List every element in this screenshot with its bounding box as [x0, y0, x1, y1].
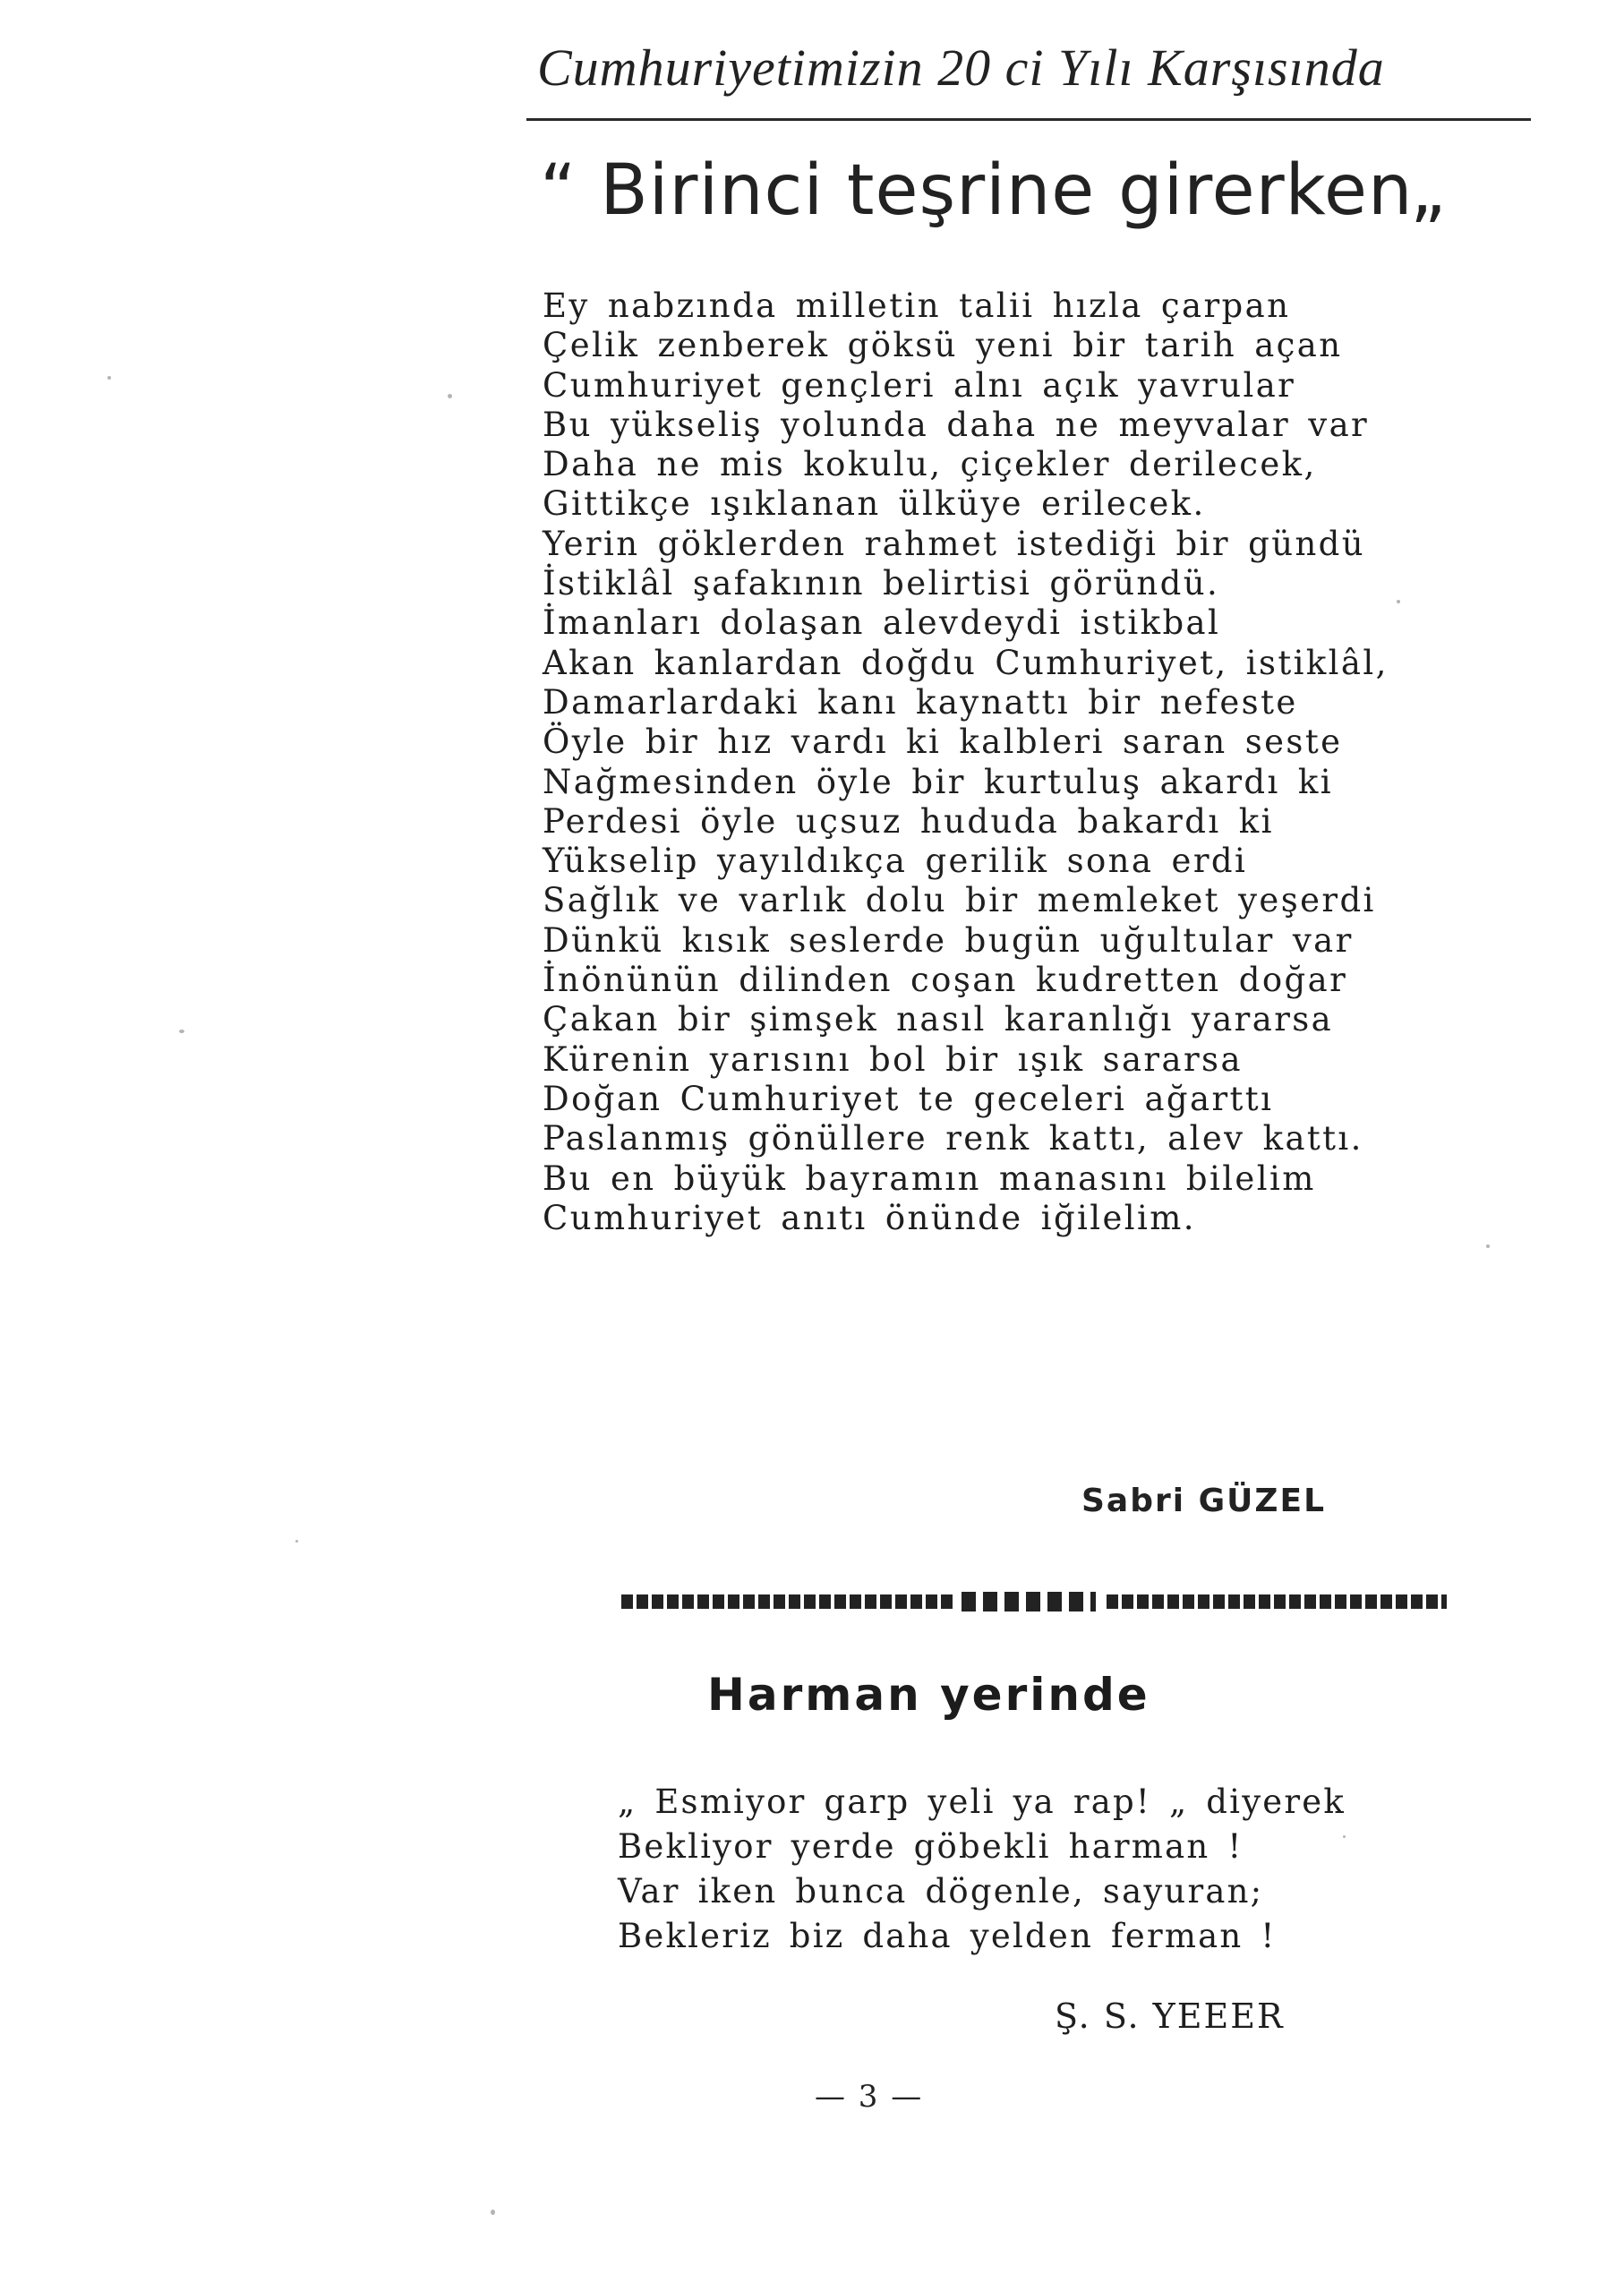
- header-rule: [526, 118, 1531, 121]
- poem-line: İnönünün dilinden coşan kudretten doğar: [543, 961, 1348, 1000]
- poem-line: Cumhuriyet anıtı önünde iğilelim.: [543, 1198, 1196, 1237]
- scan-speck: [448, 394, 452, 398]
- second-poem-body: [618, 1780, 1346, 1959]
- poem-line: Nağmesinden öyle bir kurtuluş akardı ki: [543, 762, 1333, 801]
- poem-line: Akan kanlardan doğdu Cumhuriyet, istiklâl,: [543, 643, 1389, 682]
- poem-line: Kürenin yarısını bol bir ışık sararsa: [543, 1039, 1243, 1079]
- poem-line: İstiklâl şafakının belirtisi göründü.: [543, 564, 1220, 603]
- scan-speck: [491, 2210, 495, 2215]
- poem-line: Gittikçe ışıklanan ülküye erilecek.: [543, 484, 1206, 524]
- poem-line: Doğan Cumhuriyet te geceleri ağarttı: [543, 1079, 1274, 1118]
- poem-body: [543, 286, 1389, 1238]
- poem-line: Paslanmış gönüllere renk kattı, alev kattı.: [543, 1119, 1363, 1158]
- poem-line: Yerin göklerden rahmet istediği bir gündü: [543, 524, 1365, 563]
- poem-line: Çakan bir şimşek nasıl karanlığı yararsa: [543, 1000, 1334, 1039]
- poem-line: Bu yükseliş yolunda daha ne meyvalar var: [543, 405, 1370, 444]
- second-author-signature: Ş. S. YEEER: [1055, 1996, 1285, 2036]
- running-head: Cumhuriyetimizin 20 ci Yılı Karşısında: [537, 38, 1385, 97]
- poem-line: İmanları dolaşan alevdeydi istikbal: [543, 603, 1221, 643]
- poem-line: Öyle bir hız vardı ki kalbleri saran seste: [543, 722, 1343, 762]
- scan-speck: [1397, 600, 1400, 603]
- poem-line: „ Esmiyor garp yeli ya rap! „ diyerek: [618, 1782, 1346, 1821]
- poem-line: Çelik zenberek göksü yeni bir tarih açan: [543, 326, 1343, 365]
- divider-segment: [962, 1592, 1096, 1611]
- scan-speck: [179, 1030, 184, 1033]
- divider-segment: [1107, 1594, 1447, 1609]
- page-number: — 3 —: [815, 2079, 924, 2115]
- scan-speck: [107, 376, 111, 380]
- scan-speck: [1486, 1244, 1490, 1248]
- poem-line: Yükselip yayıldıkça gerilik sona erdi: [543, 842, 1248, 881]
- scan-speck: [1343, 1835, 1346, 1838]
- poem-line: Bu en büyük bayramın manasını bilelim: [543, 1158, 1316, 1198]
- poem-line: Dünkü kısık seslerde bugün uğultular var: [543, 920, 1354, 960]
- divider-segment: [621, 1594, 953, 1609]
- scan-speck: [295, 1540, 298, 1543]
- poem-line: Cumhuriyet gençleri alnı açık yavrular: [543, 365, 1296, 405]
- poem-line: Ey nabzında milletin talii hızla çarpan: [543, 286, 1291, 325]
- poem-line: Var iken bunca dögenle, sayuran;: [618, 1872, 1264, 1911]
- author-signature: Sabri GÜZEL: [1081, 1483, 1327, 1519]
- poem-line: Damarlardaki kanı kaynattı bir nefeste: [543, 682, 1298, 722]
- poem-line: Bekliyor yerde göbekli harman !: [618, 1827, 1244, 1866]
- ornamental-divider: [621, 1594, 1454, 1610]
- article-title: “ Birinci teşrine girerken„: [540, 150, 1448, 231]
- second-article-title: Harman yerinde: [707, 1669, 1150, 1721]
- poem-line: Bekleriz biz daha yelden ferman !: [618, 1917, 1277, 1955]
- poem-line: Perdesi öyle uçsuz hududa bakardı ki: [543, 801, 1274, 841]
- poem-line: Sağlık ve varlık dolu bir memleket yeşerdi: [543, 881, 1376, 920]
- poem-line: Daha ne mis kokulu, çiçekler derilecek,: [543, 445, 1317, 484]
